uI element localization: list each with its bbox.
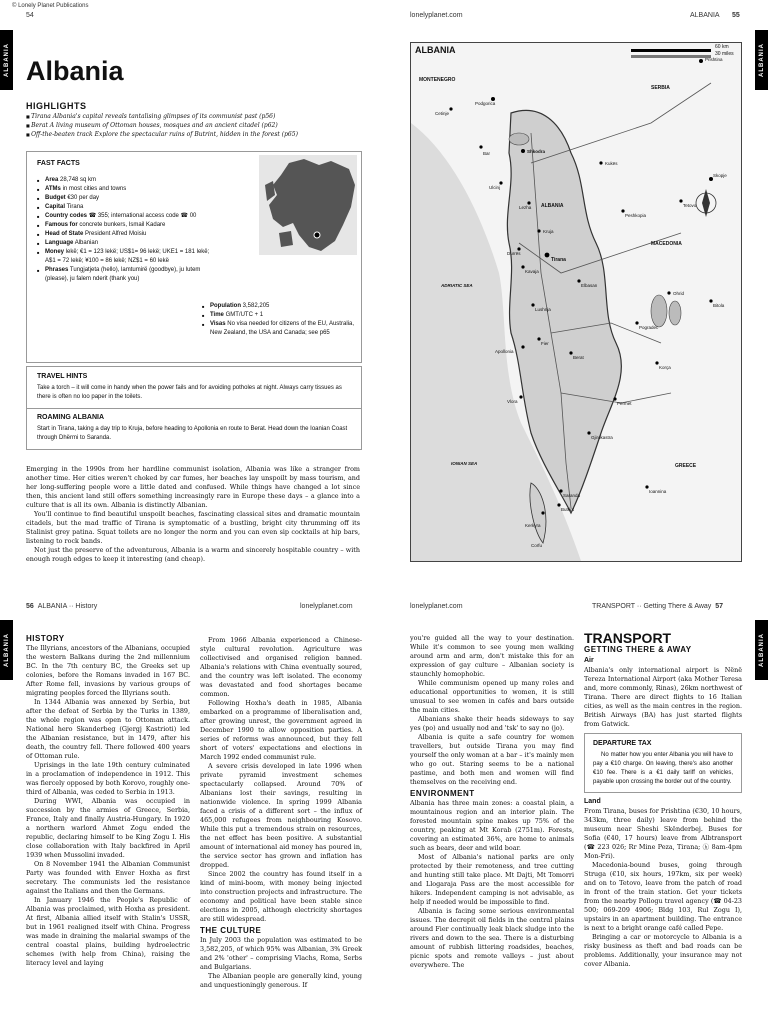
paragraph: Albania is quite a safe country for women travellers, but outside Tirana you may find yourself the only woman at a bar – it's mainly men who go out. Staring seems to be a national pastime, and both men and women will find themselves on the receiving end. [410, 733, 574, 786]
fact-item: ■ Money lekë; €1 = 123 lekë; US$1= 96 lekë; UKE1 = 181 lekë; A$1 = 72 lekë; ¥100 = 86 lekë; NZ$1 = 60 lekë [37, 248, 212, 266]
town-label: Gjirokastra [591, 435, 613, 440]
town-label: Peshkopia [625, 213, 647, 218]
fact-item: ■ Budget €30 per day [37, 194, 212, 203]
town-label: Berat [573, 355, 584, 360]
side-tab: ALBANIA [755, 30, 768, 90]
roaming-heading: ROAMING ALBANIA [37, 414, 105, 421]
travel-hints-text: Take a torch – it will come in handy when the power fails and for avoiding potholes at night. Always carry tissues as there is often no loo paper in the toilets. [37, 385, 342, 400]
side-tab: ALBANIA [755, 620, 768, 680]
fast-facts-box [26, 151, 362, 363]
page-56 [0, 590, 384, 1024]
paragraph: While communism opened up many roles and educational opportunities to women, it is still unusual to see women in cafés and bars outside the main cities. [410, 679, 574, 714]
fact-item: ■ Head of State President Alfred Moisiu [37, 230, 212, 239]
environment-heading: ENVIRONMENT [410, 789, 475, 798]
town-label: Elbasan [581, 283, 598, 288]
paragraph: Following Hoxha's death in 1985, Albania embarked on a programme of liberalisation and, after growing unrest, the government agreed in December 1990 to allow opposition parties. A series of reforms was announced, but they fell short of voters' expectations and elections in March 1992 ended communist rule. [200, 699, 362, 761]
travel-hints-box [26, 366, 362, 409]
fact-item: ■ Area 28,748 sq km [37, 176, 212, 185]
paragraph: In January 1946 the People's Republic of Albania was proclaimed, with Hoxha as president. At first, Albania allied itself with Stalin's USSR, but in 1961 realigned itself with China. Progress was made in draining the malarial swamps of the central coastal plains, building hydroelectric schemes (with help from China), raising the literacy level and laying [26, 896, 190, 967]
paragraph: From 1966 Albania experienced a Chinese-style cultural revolution. Agriculture was collectivised and organised religion banned. Albania's relations with China eventually soured, and the country was left isolated. The economy was devastated and food shortages became common. [200, 636, 362, 698]
map-title: ALBANIA [415, 45, 456, 55]
albania-map [410, 42, 742, 562]
town-label: Lezha [519, 205, 532, 210]
paragraph: A severe crisis developed in late 1996 when private pyramid investment schemes spectacularly collapsed. Around 70% of Albanians lost their savings, resulting in nationwide violence. In spring 1999 Albania faced a crisis of a different sort – the influx of 465,000 refugees from neighbouring Kosovo. While this put a tremendous strain on resources, the net effect has been positive. A substantial amount of international aid money has poured in, the service sector has grown and inflation has dropped. [200, 762, 362, 869]
town-label: Bar [483, 151, 491, 156]
town-label: Durrës [507, 251, 521, 256]
town-label: Ioannina [649, 489, 667, 494]
town-label: Kerkyra [525, 523, 541, 528]
fast-facts-heading: FAST FACTS [37, 160, 80, 167]
transport-column [584, 630, 742, 969]
town-label: Podgorica [475, 101, 496, 106]
facts-right-column [202, 302, 357, 338]
town-label: Lushnja [535, 307, 551, 312]
town-label: Saranda [563, 493, 581, 498]
highlights-list [26, 112, 376, 139]
fact-item: ■ ATMs in most cities and towns [37, 185, 212, 194]
scale-mi: 30 miles [715, 51, 734, 57]
scale-km: 60 km [715, 44, 729, 50]
town-label: Kukës [605, 161, 618, 166]
paragraph: During WWI, Albania was occupied in succession by the armies of Greece, Serbia, France, Italy and finally Austria-Hungary. In 1920 a northern warlord Ahmet Zogu ended the republic, declaring himself to be King Zogu I. His close collaboration with Italy backfired in April 1939 when Mussolini invaded. [26, 797, 190, 859]
getting-there-heading: GETTING THERE & AWAY [584, 645, 692, 654]
credit-line: © Lonely Planet Publications [12, 3, 89, 9]
europe-locator-map [259, 155, 357, 255]
transport-heading: TRANSPORT [584, 630, 672, 646]
page-number: 55 [732, 12, 740, 19]
paragraph: Most of Albania's national parks are only protected by their remoteness, and tree cutting and hunting still take place. Mt Dajti, Mt Tomorri and Llogaraja Pass are the most accessible for hikers. Independent camping is not advisable, as help if needed would be impossible to find. [410, 853, 574, 906]
departure-tax-text: No matter how you enter Albania you will have to pay a €10 charge. On leaving, there's also another €10 fee. There is a €1 daily tariff on vehicles, payable upon crossing the border out of the country. [593, 752, 733, 785]
sea-label: IONIAN SEA [451, 461, 478, 466]
paragraph: Albania is facing some serious environmental issues. The decrepit oil fields in the central plains around Fier continually leak black sludge into the rivers and down to the sea. There is a disturbing amount of rubbish littering roadsides, beaches, picnic spots and remote valleys – just about everywhere. The [410, 907, 574, 969]
facts-left-column [37, 176, 212, 284]
country-label: SERBIA [651, 85, 670, 91]
history-column-1 [26, 632, 190, 968]
paragraph: Emerging in the 1990s from her hardline communist isolation, Albania was like a stranger from another time. Her cities weren't choked by car fumes, her beaches lay unspoilt by mass tourism, and her long-suffering people wore a little dated and confused. While things have changed a lot since then, this ancient land still offers something increasingly rare in Europe these days – a glance into a culture that is all its own. Albania is distinctly Albanian. [26, 465, 360, 509]
land-heading: Land [584, 798, 601, 805]
history-heading: HISTORY [26, 634, 65, 643]
intro-text [26, 465, 360, 564]
page-54 [0, 0, 384, 586]
fact-item: ■ Capital Tirana [37, 203, 212, 212]
paragraph: you're guided all the way to your destination. While it's common to see young men walking around arm and arm, don't mistake this for an expression of gay culture – Albanian society is staunchly homophobic. [410, 634, 574, 678]
fact-item: ■ Country codes ☎ 355; international access code ☎ 00 [37, 212, 212, 221]
section-header: TRANSPORT ·· Getting There & Away 57 [592, 603, 723, 610]
paragraph: Uprisings in the late 19th century culminated in a proclamation of independence in 1912. This was fiercely opposed by both Korovo, roughly one-third of Albania, was ceded to Serbia in 1913. [26, 761, 190, 796]
town-label: Skopje [713, 173, 727, 178]
fact-item: ■ Population 3,582,205 [202, 302, 357, 311]
town-label: Butrint [561, 507, 575, 512]
highlight-item: ■ Tirana Albania's capital reveals tantalising glimpses of its communist past (p56) [26, 112, 376, 121]
page-number: 54 [26, 12, 34, 19]
paragraph: In July 2003 the population was estimated to be 3,582,205, of which 95% was Albanian, 3% Greek and 2% 'other' – comprising Vlachs, Roma, Serbs and Bulgarians. [200, 936, 362, 971]
fact-item: ■ Visas No visa needed for citizens of the EU, Australia, New Zealand, the USA and Canada; see p65 [202, 320, 357, 338]
fact-item: ■ Phrases Tungjatjeta (hello), lamtumirë (goodbye), ju lutem (please), ju falem nderit (thank you) [37, 266, 212, 284]
highlight-item: ■ Off-the-beaten track Explore the spectacular ruins of Butrint, hidden in the forest (p65) [26, 130, 376, 139]
town-label: Ulcinj [489, 185, 501, 190]
travel-hints-heading: TRAVEL HINTS [37, 373, 88, 380]
map-graphic [411, 43, 741, 561]
side-tab: ALBANIA [0, 620, 13, 680]
town-label: Korça [659, 365, 671, 370]
town-label: Tetovo [683, 203, 697, 208]
paragraph: You'll continue to find beautiful unspoilt beaches, fascinating classical sites and dramatic mountain citadels, but the mad traffic of Tirana is symptomatic of a bustling, bright city thrumming off its Stalinist grey patina. Squat toilets are no longer the norm and you can even sip cocktails at hip bars, listening to rock bands. [26, 510, 360, 545]
paragraph: Not just the preserve of the adventurous, Albania is a warm and sincerely hospitable country – with enough rough edges to keep it interesting (and cheap). [26, 546, 360, 563]
country-label: ALBANIA [541, 203, 564, 209]
town-label: Shkodra [527, 149, 546, 154]
page-55 [384, 0, 768, 586]
fact-item: ■ Time GMT/UTC + 1 [202, 311, 357, 320]
country-label: GREECE [675, 463, 697, 469]
highlight-item: ■ Berat A living museum of Ottoman houses, mosques and an ancient citadel (p62) [26, 121, 376, 130]
town-label: Ohrid [673, 291, 685, 296]
paragraph: The Illyrians, ancestors of the Albanians, occupied the western Balkans during the 2nd millennium BC. In the 7th century BC, the Greeks set up colonies, before the Romans invaded in 167 BC. After Rome fell, invasions by various groups of migrating peoples forced the Illyrians south. [26, 644, 190, 697]
site-url: lonelyplanet.com [300, 603, 353, 610]
town-label: Fier [541, 341, 549, 346]
paragraph: Albanians shake their heads sideways to say yes (po) and usually nod and 'tsk' to say no (jo). [410, 715, 574, 732]
sea-label: ADRIATIC SEA [441, 283, 473, 288]
town-label: Pogradec [639, 325, 659, 330]
highlights-heading: HIGHLIGHTS [26, 101, 87, 111]
town-label: Kruja [543, 229, 554, 234]
paragraph: Bringing a car or motorcycle to Albania is a risky business as theft and bad roads can be problems. Additionally, your insurance may not cover Albania. [584, 933, 742, 968]
page-number: 56 ALBANIA ·· History [26, 603, 98, 610]
town-label: Bitola [713, 303, 725, 308]
departure-tax-box [584, 733, 742, 793]
paragraph: On 8 November 1941 the Albanian Communist Party was founded with Enver Hoxha as first secretary. The communists led the resistance against the Italians and then the Germans. [26, 860, 190, 895]
town-label: Apollonia [495, 349, 514, 354]
roaming-box [26, 408, 362, 450]
town-label: Prishtina [705, 57, 723, 62]
culture-heading: THE CULTURE [200, 926, 262, 935]
town-label: Cetinje [435, 111, 450, 116]
roaming-text: Start in Tirana, taking a day trip to Kruja, before heading to Apollonia en route to Berat. Head down the Ioanian Coast through Dhërmi to Saranda. [37, 426, 348, 441]
air-heading: Air [584, 657, 594, 664]
paragraph: Macedonia-bound buses, going through Struga (€10, six hours, 197km, six per week) and on to Tetovo, leave from the patch of road in front of the train station. Get your tickets from the nearby Pollogu travel agency (☎ 04-23 500; 069-209 4906; Bldg 103, Rul Zogu I), upstairs in an apartment building. The entrance is next to a bright orange café called Pepe. [584, 861, 742, 932]
site-url: lonelyplanet.com [410, 603, 463, 610]
town-label: Tirana [551, 257, 566, 263]
paragraph: Since 2002 the country has found itself in a kind of mini-boom, with money being injected into construction projects and infrastructure. The economy and political have been stable since elections in 2005, although electricity shortages are still widespread. [200, 870, 362, 923]
paragraph: The Albanian people are generally kind, young and unquestioningly generous. If [200, 972, 362, 989]
culture-column [410, 634, 574, 970]
departure-tax-heading: DEPARTURE TAX [593, 740, 652, 747]
page-title: Albania [26, 56, 124, 86]
section-name: ALBANIA [690, 12, 720, 19]
country-label: MONTENEGRO [419, 77, 456, 83]
paragraph: From Tirana, buses for Prishtina (€30, 10 hours, 343km, three daily) leave from behind the museum near Sheshi Skënderbej. Buses for Sofia (€40, 17 hours) leave from Albtransport (☎ 223 026; Rr Mine Peza, Tirana; ⓗ 8am-4pm Mon-Fri). [584, 807, 742, 860]
paragraph: In 1344 Albania was annexed by Serbia, but after the defeat of Serbia by the Turks in 1389, the whole region was open to Ottoman attack. National hero Skanderbeg (Gjergj Kastrioti) led the Albanian resistance, but in 1479, after his death, the country fell. There followed 400 years of Ottoman rule. [26, 698, 190, 760]
paragraph: Albania's only international airport is Nënë Tereza International Airport (aka Mother Teresa and, more commonly, Rinas), 26km northwest of Tirana. There are direct flights to 16 Italian cities, as well as the main centres in the region. British Airways (BA) has just started flights from Gatwick. [584, 666, 742, 728]
paragraph: Albania has three main zones: a coastal plain, a mountainous region and an interior plain. The forested mountain spine makes up 75% of the country, peaking at Mt Korab (2751m). Forests, covering an estimated 36%, are home to animals such as bears, deer and wild boar. [410, 799, 574, 852]
fact-item: ■ Famous for concrete bunkers, Ismail Kadare [37, 221, 212, 230]
fact-item: ■ Language Albanian [37, 239, 212, 248]
page-57 [384, 590, 768, 1024]
town-label: Përmet [617, 401, 632, 406]
history-column-2 [200, 636, 362, 990]
town-label: Kavaja [525, 269, 539, 274]
town-label: Vlora [507, 399, 518, 404]
town-label: Corfu [531, 543, 543, 548]
side-tab: ALBANIA [0, 30, 13, 90]
country-label: MACEDONIA [651, 241, 682, 247]
site-url: lonelyplanet.com [410, 12, 463, 19]
